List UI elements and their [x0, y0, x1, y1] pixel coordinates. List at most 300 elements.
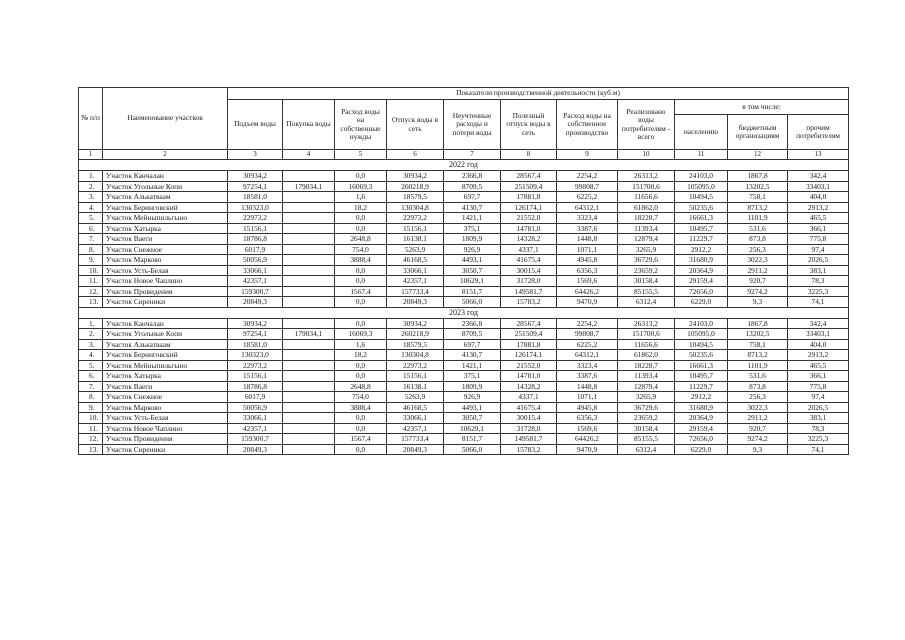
table-row — [79, 202, 849, 213]
value-cell: 6017,9 — [228, 392, 283, 403]
table-row — [79, 381, 849, 392]
column-number: 4 — [283, 150, 335, 160]
value-cell: 130323,0 — [228, 350, 283, 361]
value-cell: 149581,7 — [501, 286, 557, 297]
value-cell: 46168,5 — [387, 402, 444, 413]
table-row — [79, 413, 849, 424]
row-number: 7. — [79, 234, 103, 245]
value-cell: 36729,6 — [618, 255, 675, 266]
value-cell: 1809,9 — [444, 381, 501, 392]
value-cell: 11393,4 — [618, 371, 675, 382]
value-cell: 4130,7 — [444, 202, 501, 213]
value-cell: 14781,0 — [501, 223, 557, 234]
value-cell: 920,7 — [728, 423, 788, 434]
header-no: № п/п — [79, 88, 103, 150]
value-cell: 10494,5 — [675, 192, 728, 203]
value-cell: 3323,4 — [557, 213, 618, 224]
value-cell: 18,2 — [335, 202, 387, 213]
value-cell: 2911,2 — [728, 265, 788, 276]
header-budget: бюджетным организациям — [728, 115, 788, 150]
table-row — [79, 392, 849, 403]
site-name: Участок Марково — [103, 402, 228, 413]
value-cell: 6225,2 — [557, 339, 618, 350]
value-cell: 17881,8 — [501, 192, 557, 203]
value-cell — [283, 276, 335, 287]
row-number: 4. — [79, 350, 103, 361]
column-number: 13 — [788, 150, 849, 160]
value-cell — [283, 202, 335, 213]
value-cell: 3022,3 — [728, 402, 788, 413]
column-number: 1 — [79, 150, 103, 160]
value-cell: 31728,0 — [501, 423, 557, 434]
value-cell: 4945,8 — [557, 255, 618, 266]
row-number: 11. — [79, 423, 103, 434]
value-cell: 366,1 — [788, 223, 849, 234]
value-cell: 2912,2 — [675, 244, 728, 255]
table-row — [79, 265, 849, 276]
header-pokupka: Покупка воды — [283, 100, 335, 150]
value-cell: 97,4 — [788, 392, 849, 403]
value-cell: 342,4 — [788, 171, 849, 182]
value-cell: 16069,3 — [335, 181, 387, 192]
value-cell: 8709,5 — [444, 181, 501, 192]
table-row — [79, 223, 849, 234]
value-cell: 20364,9 — [675, 265, 728, 276]
value-cell: 50235,6 — [675, 350, 728, 361]
value-cell: 18581,0 — [228, 192, 283, 203]
value-cell: 383,1 — [788, 265, 849, 276]
site-name: Участок Хатырка — [103, 371, 228, 382]
value-cell: 36729,6 — [618, 402, 675, 413]
value-cell: 531,6 — [728, 223, 788, 234]
value-cell: 926,9 — [444, 244, 501, 255]
value-cell: 3050,7 — [444, 413, 501, 424]
value-cell: 8709,5 — [444, 329, 501, 340]
value-cell: 366,1 — [788, 371, 849, 382]
value-cell — [283, 413, 335, 424]
value-cell: 1421,1 — [444, 213, 501, 224]
row-number: 13. — [79, 297, 103, 308]
year-section-title: 2023 год — [79, 307, 849, 318]
site-name: Участок Сиреники — [103, 297, 228, 308]
value-cell: 179034,1 — [283, 181, 335, 192]
value-cell — [283, 244, 335, 255]
site-name: Участок Канчалан — [103, 171, 228, 182]
value-cell: 9274,2 — [728, 434, 788, 445]
value-cell: 0,0 — [335, 171, 387, 182]
value-cell: 30934,2 — [387, 171, 444, 182]
value-cell — [283, 234, 335, 245]
value-cell: 775,8 — [788, 381, 849, 392]
row-number: 2. — [79, 329, 103, 340]
value-cell: 157733,4 — [387, 286, 444, 297]
value-cell: 29159,4 — [675, 276, 728, 287]
table-row — [79, 360, 849, 371]
row-number: 2. — [79, 181, 103, 192]
value-cell: 4337,1 — [501, 392, 557, 403]
value-cell: 375,1 — [444, 371, 501, 382]
value-cell: 1071,1 — [557, 244, 618, 255]
table-row — [79, 213, 849, 224]
value-cell: 3387,6 — [557, 223, 618, 234]
value-cell: 754,0 — [335, 392, 387, 403]
value-cell: 1567,4 — [335, 434, 387, 445]
value-cell: 697,7 — [444, 339, 501, 350]
value-cell: 130304,8 — [387, 350, 444, 361]
value-cell: 159300,7 — [228, 286, 283, 297]
value-cell: 85155,5 — [618, 434, 675, 445]
site-name: Участок Провидения — [103, 286, 228, 297]
value-cell — [283, 371, 335, 382]
table-row — [79, 329, 849, 340]
header-podym: Подъем воды — [228, 100, 283, 150]
site-name: Участок Снежное — [103, 244, 228, 255]
value-cell: 41675,4 — [501, 255, 557, 266]
value-cell: 2254,2 — [557, 171, 618, 182]
value-cell: 2911,2 — [728, 413, 788, 424]
value-cell: 2913,2 — [788, 202, 849, 213]
value-cell: 149581,7 — [501, 434, 557, 445]
value-cell — [283, 318, 335, 329]
row-number: 12. — [79, 286, 103, 297]
site-name: Участок Угольные Копи — [103, 329, 228, 340]
value-cell: 0,0 — [335, 423, 387, 434]
row-number: 10. — [79, 265, 103, 276]
value-cell: 9,3 — [728, 444, 788, 455]
value-cell: 12879,4 — [618, 234, 675, 245]
value-cell: 151700,6 — [618, 329, 675, 340]
value-cell: 8151,7 — [444, 286, 501, 297]
value-cell: 29159,4 — [675, 423, 728, 434]
value-cell: 85155,5 — [618, 286, 675, 297]
value-cell: 9274,2 — [728, 286, 788, 297]
value-cell: 24103,0 — [675, 171, 728, 182]
value-cell: 33066,1 — [387, 265, 444, 276]
value-cell: 50056,9 — [228, 255, 283, 266]
table-row — [79, 234, 849, 245]
value-cell: 9470,9 — [557, 444, 618, 455]
column-number: 12 — [728, 150, 788, 160]
value-cell: 758,1 — [728, 192, 788, 203]
row-number: 11. — [79, 276, 103, 287]
column-number: 2 — [103, 150, 228, 160]
table-row — [79, 192, 849, 203]
value-cell: 33066,1 — [228, 265, 283, 276]
value-cell: 6017,9 — [228, 244, 283, 255]
value-cell: 3888,4 — [335, 255, 387, 266]
value-cell: 26313,2 — [618, 171, 675, 182]
column-number: 6 — [387, 150, 444, 160]
value-cell: 10494,5 — [675, 339, 728, 350]
value-cell: 2648,8 — [335, 381, 387, 392]
column-number: 7 — [444, 150, 501, 160]
value-cell: 4337,1 — [501, 244, 557, 255]
value-cell: 15156,1 — [387, 371, 444, 382]
value-cell — [283, 423, 335, 434]
value-cell: 30934,2 — [228, 171, 283, 182]
value-cell: 8151,7 — [444, 434, 501, 445]
value-cell: 74,1 — [788, 297, 849, 308]
value-cell: 1101,9 — [728, 213, 788, 224]
table-row — [79, 286, 849, 297]
value-cell: 11393,4 — [618, 223, 675, 234]
value-cell: 1071,1 — [557, 392, 618, 403]
value-cell: 3265,9 — [618, 392, 675, 403]
row-number: 6. — [79, 223, 103, 234]
value-cell: 4945,8 — [557, 402, 618, 413]
row-number: 1. — [79, 318, 103, 329]
value-cell: 3265,9 — [618, 244, 675, 255]
table-header — [79, 88, 849, 160]
value-cell — [283, 297, 335, 308]
value-cell: 926,9 — [444, 392, 501, 403]
value-cell: 97254,1 — [228, 181, 283, 192]
value-cell: 5263,9 — [387, 244, 444, 255]
value-cell: 18,2 — [335, 350, 387, 361]
value-cell: 130304,8 — [387, 202, 444, 213]
row-number: 6. — [79, 371, 103, 382]
header-subgroup-title: в том числе: — [675, 100, 849, 115]
value-cell: 1,6 — [335, 192, 387, 203]
site-name: Участок Угольные Копи — [103, 181, 228, 192]
value-cell: 10629,1 — [444, 423, 501, 434]
value-cell: 15156,1 — [228, 371, 283, 382]
value-cell: 1101,9 — [728, 360, 788, 371]
value-cell — [283, 255, 335, 266]
value-cell: 11656,6 — [618, 192, 675, 203]
value-cell — [283, 265, 335, 276]
value-cell: 28567,4 — [501, 171, 557, 182]
header-polezny: Полезный отпуск воды в сеть — [501, 100, 557, 150]
value-cell: 23659,2 — [618, 265, 675, 276]
value-cell: 1809,9 — [444, 234, 501, 245]
value-cell — [283, 350, 335, 361]
table-row — [79, 276, 849, 287]
value-cell: 697,7 — [444, 192, 501, 203]
value-cell: 3323,4 — [557, 360, 618, 371]
value-cell: 6225,2 — [557, 192, 618, 203]
value-cell: 105095,0 — [675, 329, 728, 340]
value-cell: 64426,2 — [557, 434, 618, 445]
site-name: Участок Провидения — [103, 434, 228, 445]
value-cell: 0,0 — [335, 360, 387, 371]
table-row — [79, 181, 849, 192]
value-cell: 11229,7 — [675, 234, 728, 245]
value-cell: 16661,3 — [675, 360, 728, 371]
value-cell: 3387,6 — [557, 371, 618, 382]
value-cell: 2366,8 — [444, 171, 501, 182]
value-cell: 22973,2 — [228, 213, 283, 224]
value-cell: 3022,3 — [728, 255, 788, 266]
header-column-numbers — [79, 150, 849, 160]
value-cell: 5066,0 — [444, 444, 501, 455]
value-cell: 8713,2 — [728, 202, 788, 213]
value-cell: 72656,0 — [675, 434, 728, 445]
value-cell: 0,0 — [335, 371, 387, 382]
value-cell: 42357,1 — [387, 423, 444, 434]
value-cell: 22973,2 — [387, 213, 444, 224]
value-cell — [283, 213, 335, 224]
value-cell: 64426,2 — [557, 286, 618, 297]
site-name: Участок Сиреники — [103, 444, 228, 455]
table-row — [79, 171, 849, 182]
value-cell: 33066,1 — [387, 413, 444, 424]
value-cell: 15156,1 — [228, 223, 283, 234]
value-cell: 14781,0 — [501, 371, 557, 382]
value-cell: 16138,1 — [387, 234, 444, 245]
value-cell: 159300,7 — [228, 434, 283, 445]
table-row — [79, 444, 849, 455]
value-cell: 14328,2 — [501, 381, 557, 392]
value-cell: 72656,0 — [675, 286, 728, 297]
value-cell: 3888,4 — [335, 402, 387, 413]
value-cell: 26313,2 — [618, 318, 675, 329]
value-cell: 256,3 — [728, 244, 788, 255]
value-cell: 151700,6 — [618, 181, 675, 192]
value-cell — [283, 381, 335, 392]
row-number: 13. — [79, 444, 103, 455]
header-naselenie: населению — [675, 115, 728, 150]
value-cell: 1421,1 — [444, 360, 501, 371]
table-row — [79, 423, 849, 434]
row-number: 9. — [79, 255, 103, 266]
value-cell: 0,0 — [335, 297, 387, 308]
row-number: 9. — [79, 402, 103, 413]
table-row — [79, 434, 849, 445]
value-cell: 404,0 — [788, 339, 849, 350]
site-name: Участок Мейныпильгыно — [103, 213, 228, 224]
site-name: Участок Усть-Белая — [103, 413, 228, 424]
value-cell: 15783,2 — [501, 444, 557, 455]
value-cell: 20849,3 — [387, 444, 444, 455]
value-cell: 6229,0 — [675, 444, 728, 455]
value-cell: 74,1 — [788, 444, 849, 455]
value-cell: 0,0 — [335, 318, 387, 329]
value-cell: 20849,3 — [228, 297, 283, 308]
value-cell: 1569,6 — [557, 276, 618, 287]
value-cell: 3225,3 — [788, 286, 849, 297]
value-cell: 31680,9 — [675, 402, 728, 413]
table-row — [79, 244, 849, 255]
year-section-row — [79, 307, 849, 318]
value-cell: 126174,1 — [501, 202, 557, 213]
value-cell: 33066,1 — [228, 413, 283, 424]
value-cell: 5263,9 — [387, 392, 444, 403]
value-cell: 6229,0 — [675, 297, 728, 308]
value-cell: 6356,3 — [557, 265, 618, 276]
site-name: Участок Марково — [103, 255, 228, 266]
value-cell: 50235,6 — [675, 202, 728, 213]
value-cell: 97,4 — [788, 244, 849, 255]
value-cell: 78,3 — [788, 423, 849, 434]
table-row — [79, 350, 849, 361]
value-cell: 41675,4 — [501, 402, 557, 413]
value-cell: 1567,4 — [335, 286, 387, 297]
row-number: 5. — [79, 360, 103, 371]
header-prochie: прочим потребителям — [788, 115, 849, 150]
site-name: Участок Новое Чаплино — [103, 276, 228, 287]
value-cell: 28567,4 — [501, 318, 557, 329]
value-cell: 11656,6 — [618, 339, 675, 350]
value-cell: 0,0 — [335, 413, 387, 424]
value-cell: 61862,0 — [618, 202, 675, 213]
value-cell: 33403,1 — [788, 329, 849, 340]
value-cell: 126174,1 — [501, 350, 557, 361]
value-cell: 13202,5 — [728, 329, 788, 340]
value-cell — [283, 171, 335, 182]
value-cell: 21552,0 — [501, 213, 557, 224]
value-cell: 251509,4 — [501, 181, 557, 192]
value-cell: 10629,1 — [444, 276, 501, 287]
column-number: 5 — [335, 150, 387, 160]
site-name: Участок Беринговский — [103, 350, 228, 361]
site-name: Участок Мейныпильгыно — [103, 360, 228, 371]
value-cell: 2026,5 — [788, 255, 849, 266]
value-cell — [283, 444, 335, 455]
column-number: 9 — [557, 150, 618, 160]
value-cell: 15156,1 — [387, 223, 444, 234]
value-cell: 31728,0 — [501, 276, 557, 287]
value-cell: 6356,3 — [557, 413, 618, 424]
value-cell: 42357,1 — [228, 423, 283, 434]
value-cell — [283, 392, 335, 403]
value-cell: 130323,0 — [228, 202, 283, 213]
value-cell: 30015,4 — [501, 413, 557, 424]
site-name: Участок Ваеги — [103, 381, 228, 392]
value-cell: 18228,7 — [618, 213, 675, 224]
value-cell: 12879,4 — [618, 381, 675, 392]
value-cell: 18786,8 — [228, 381, 283, 392]
row-number: 10. — [79, 413, 103, 424]
value-cell: 0,0 — [335, 265, 387, 276]
row-number: 7. — [79, 381, 103, 392]
value-cell: 20849,3 — [228, 444, 283, 455]
value-cell: 4130,7 — [444, 350, 501, 361]
site-name: Участок Снежное — [103, 392, 228, 403]
value-cell: 20364,9 — [675, 413, 728, 424]
row-number: 8. — [79, 392, 103, 403]
value-cell: 251509,4 — [501, 329, 557, 340]
production-indicators-table — [78, 87, 849, 455]
value-cell: 42357,1 — [387, 276, 444, 287]
value-cell: 10495,7 — [675, 223, 728, 234]
value-cell: 4493,1 — [444, 402, 501, 413]
value-cell: 4493,1 — [444, 255, 501, 266]
value-cell: 342,4 — [788, 318, 849, 329]
value-cell: 1867,8 — [728, 171, 788, 182]
value-cell: 31680,9 — [675, 255, 728, 266]
value-cell: 78,3 — [788, 276, 849, 287]
value-cell: 383,1 — [788, 413, 849, 424]
value-cell: 24103,0 — [675, 318, 728, 329]
table-row — [79, 255, 849, 266]
row-number: 1. — [79, 171, 103, 182]
value-cell: 1,6 — [335, 339, 387, 350]
site-name: Участок Новое Чаплино — [103, 423, 228, 434]
value-cell: 30158,4 — [618, 276, 675, 287]
value-cell: 6312,4 — [618, 297, 675, 308]
header-group-title: Показатели производственной деятельности (куб.м) — [228, 88, 849, 100]
row-number: 3. — [79, 339, 103, 350]
value-cell: 404,0 — [788, 192, 849, 203]
value-cell: 260218,9 — [387, 181, 444, 192]
site-name: Участок Усть-Белая — [103, 265, 228, 276]
value-cell: 1867,8 — [728, 318, 788, 329]
value-cell: 3225,3 — [788, 434, 849, 445]
value-cell: 5066,0 — [444, 297, 501, 308]
value-cell: 18579,5 — [387, 339, 444, 350]
column-number: 3 — [228, 150, 283, 160]
